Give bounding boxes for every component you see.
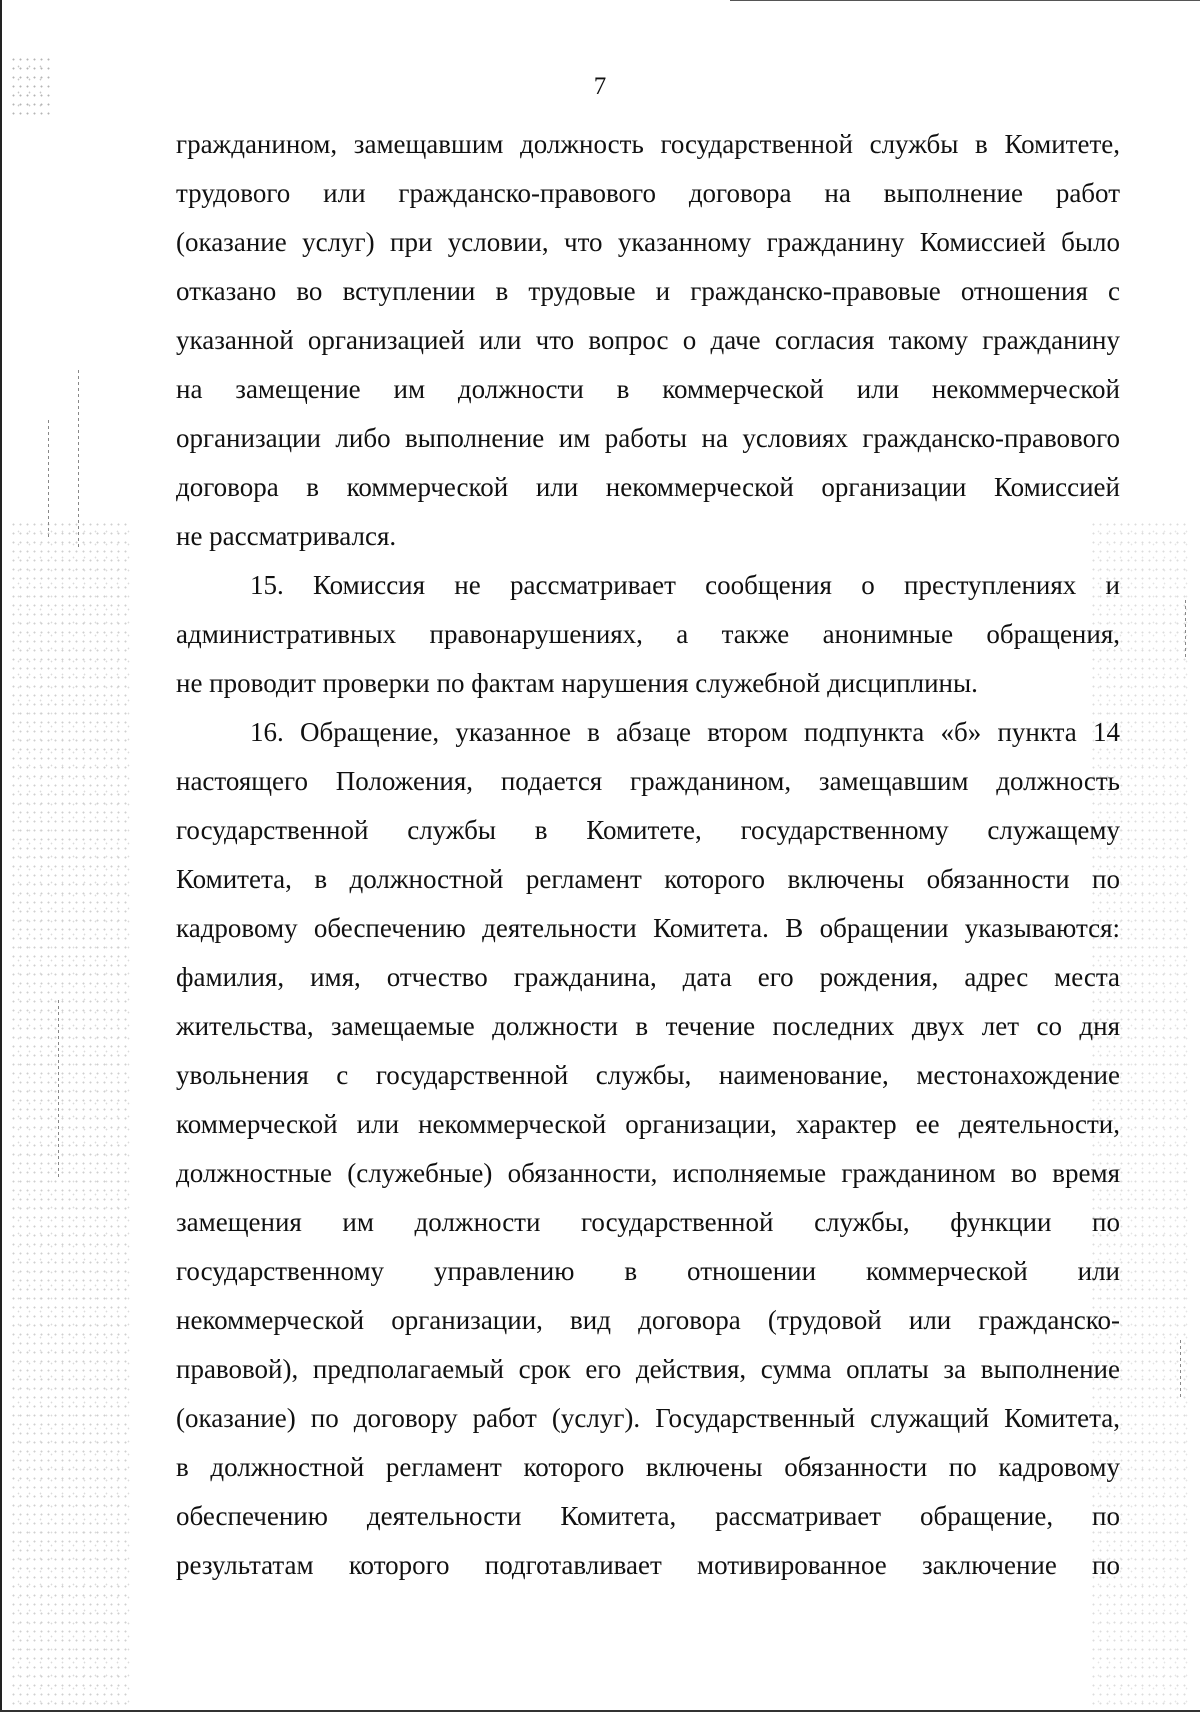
page-number: 7: [593, 73, 607, 100]
scan-artifact-line: [48, 420, 49, 540]
text-line: увольнения с государственной службы, наименование, местонахождение: [176, 1060, 1120, 1090]
document-body: [176, 120, 1120, 1590]
text-line: на замещение им должности в коммерческой или некоммерческой: [176, 374, 1120, 404]
text-line: трудового или гражданско-правового договора на выполнение работ: [176, 178, 1120, 208]
text-line: обеспечению деятельности Комитета, рассматривает обращение, по: [176, 1501, 1120, 1531]
scan-edge-top: [730, 0, 1200, 1]
text-line: 15. Комиссия не рассматривает сообщения о преступлениях и: [250, 570, 1120, 600]
text-line: в должностной регламент которого включены обязанности по кадровому: [176, 1452, 1120, 1482]
text-line: не рассматривался.: [176, 521, 397, 551]
text-line: 16. Обращение, указанное в абзаце втором подпункта «б» пункта 14: [250, 717, 1120, 747]
text-line: (оказание) по договору работ (услуг). Государственный служащий Комитета,: [176, 1403, 1120, 1433]
paragraph-continuation: [176, 120, 1120, 561]
text-line: настоящего Положения, подается гражданином, замещавшим должность: [176, 766, 1120, 796]
text-line: договора в коммерческой или некоммерческой организации Комиссией: [176, 472, 1120, 502]
text-line: (оказание услуг) при условии, что указанному гражданину Комиссией было: [176, 227, 1120, 257]
text-line: государственному управлению в отношении коммерческой или: [176, 1256, 1120, 1286]
text-line: результатам которого подготавливает мотивированное заключение по: [176, 1550, 1120, 1580]
paragraph-item-15: [176, 561, 1120, 708]
text-line: не проводит проверки по фактам нарушения служебной дисциплины.: [176, 668, 978, 698]
scan-artifact-line: [58, 1000, 59, 1180]
scan-artifact-line: [78, 370, 79, 550]
text-line: государственной службы в Комитете, государственному служащему: [176, 815, 1120, 845]
text-line: замещения им должности государственной службы, функции по: [176, 1207, 1120, 1237]
paragraph-item-16: [176, 708, 1120, 1590]
text-line: административных правонарушениях, а также анонимные обращения,: [176, 619, 1120, 649]
text-line: должностные (служебные) обязанности, исполняемые гражданином во время: [176, 1158, 1120, 1188]
text-line: Комитета, в должностной регламент которого включены обязанности по: [176, 864, 1120, 894]
scan-artifact-line: [1185, 600, 1186, 660]
scan-artifact-line: [1180, 1340, 1181, 1400]
scan-edge-left: [0, 0, 2, 1712]
text-line: организации либо выполнение им работы на условиях гражданско-правового: [176, 423, 1120, 453]
text-line: кадровому обеспечению деятельности Комитета. В обращении указываются:: [176, 913, 1120, 943]
scan-noise: [10, 520, 130, 1710]
text-line: гражданином, замещавшим должность государственной службы в Комитете,: [176, 129, 1120, 159]
text-line: коммерческой или некоммерческой организации, характер ее деятельности,: [176, 1109, 1120, 1139]
text-line: фамилия, имя, отчество гражданина, дата его рождения, адрес места: [176, 962, 1120, 992]
text-line: указанной организацией или что вопрос о даче согласия такому гражданину: [176, 325, 1120, 355]
text-line: жительства, замещаемые должности в течение последних двух лет со дня: [176, 1011, 1120, 1041]
text-line: некоммерческой организации, вид договора (трудовой или гражданско-: [176, 1305, 1120, 1335]
text-line: правовой), предполагаемый срок его действия, сумма оплаты за выполнение: [176, 1354, 1120, 1384]
text-line: отказано во вступлении в трудовые и гражданско-правовые отношения с: [176, 276, 1120, 306]
